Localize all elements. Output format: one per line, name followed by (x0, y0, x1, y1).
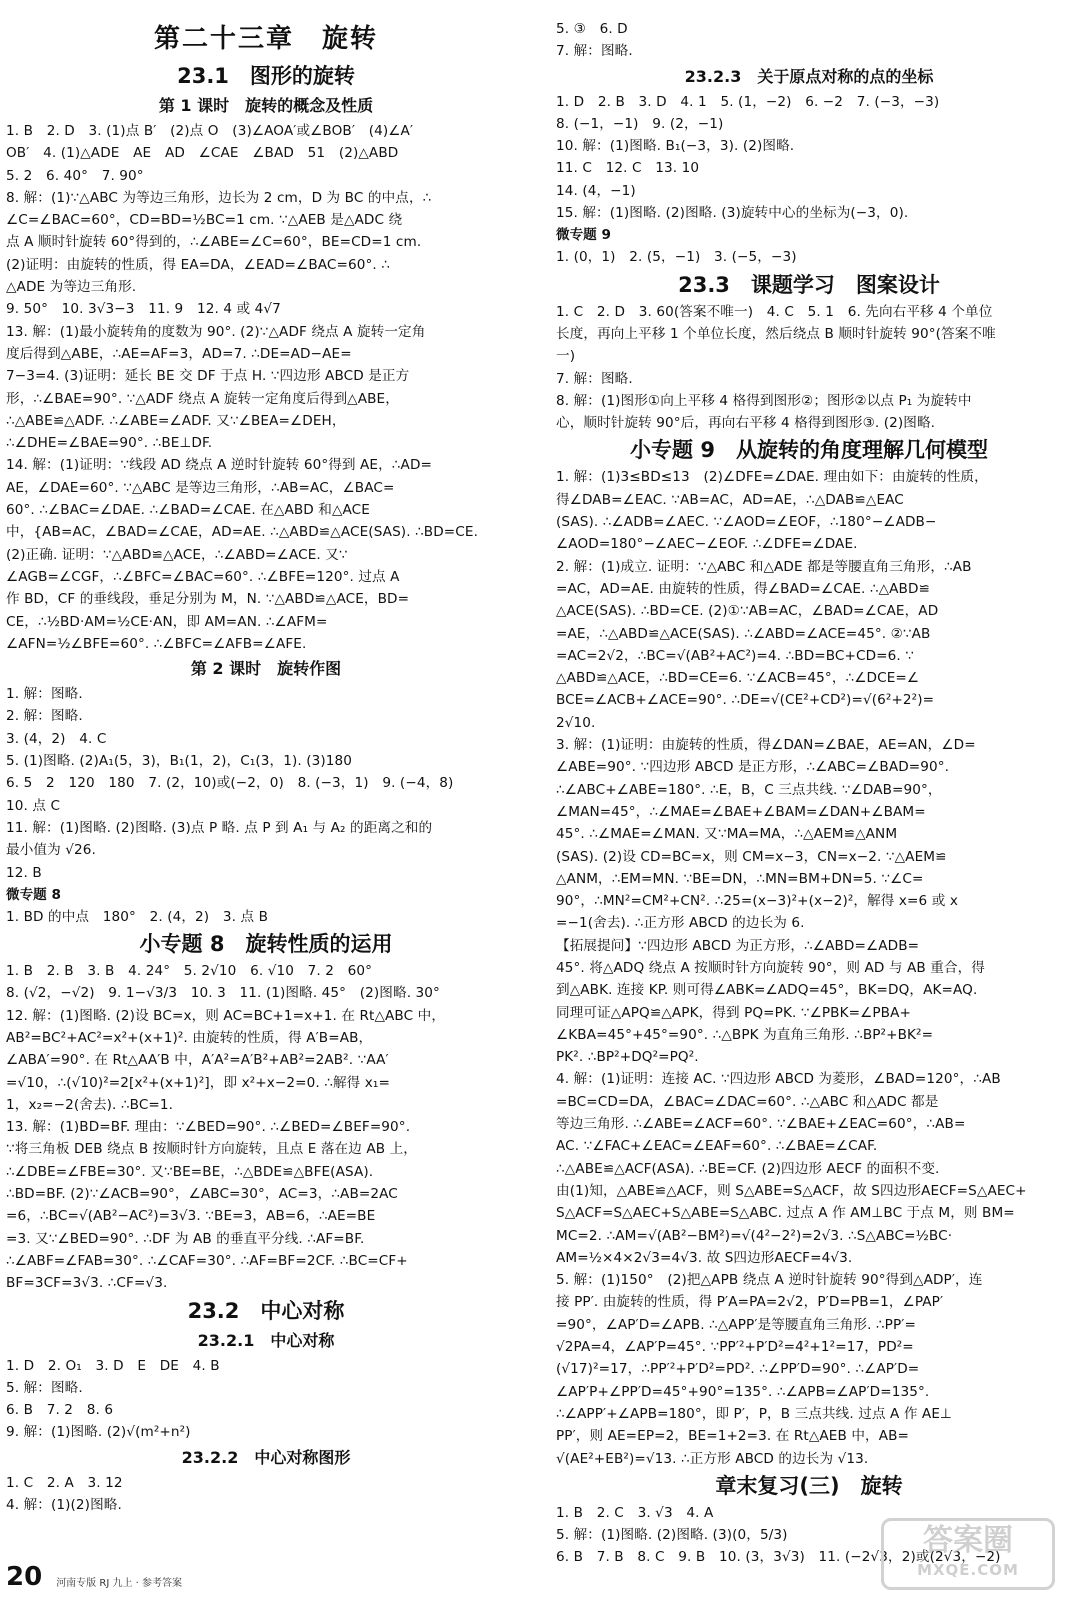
answer-line: 10. 解：(1)图略. B₁(−3，3). (2)图略. (556, 138, 795, 155)
answer-line: 8. 解：(1)图形①向上平移 4 格得到图形②；图形②以点 P₁ 为旋转中 (556, 392, 972, 409)
answer-line: =AE，∴△ABD≌△ACE(SAS). ∴∠ABD=∠ACE=45°. ②∵AB (556, 625, 931, 642)
subsection-23-2-3-title: 23.2.3 关于原点对称的点的坐标 (684, 66, 934, 86)
answer-line: ∴∠APP′+∠APB=180°，即 P′，P，B 三点共线. 过点 A 作 AE⊥ (556, 1405, 952, 1422)
left-column (6, 18, 526, 1516)
micro-topic-8-title: 微专题 8 (6, 886, 61, 903)
answer-line: 3. (4，2) 4. C (6, 730, 107, 747)
subsection-23-2-3-answers (556, 91, 1062, 225)
answer-line: 45°. ∴∠MAE=∠MAN. 又∵MA=MA，∴△AEM≌△ANM (556, 826, 898, 843)
answer-line: ∴∠ABF=∠FAB=30°. ∴∠CAF=30°. ∴AF=BF=2CF. ∴BC=CF+ (6, 1252, 408, 1269)
answer-line: ∴BD=BF. (2)∵∠ACB=90°，∠ABC=30°，AC=3，∴AB=2AC (6, 1186, 398, 1203)
answer-line: 5. 解：(1)150° (2)把△APB 绕点 A 逆时针旋转 90°得到△ADP′，连 (556, 1272, 983, 1289)
answer-line: 5. 2 6. 40° 7. 90° (6, 167, 144, 184)
answer-line: 1. B 2. B 3. B 4. 24° 5. 2√10 6. √10 7. 2 60° (6, 963, 373, 980)
subsection-23-2-1-title: 23.2.1 中心对称 (197, 1330, 335, 1350)
answer-line: =BC=CD=DA，∠BAC=∠DAC=60°. ∴△ABC 和△ADC 都是 (556, 1093, 939, 1110)
answer-line: ∠AOD=180°−∠AEC−∠EOF. ∴∠DFE=∠DAE. (556, 536, 858, 553)
answer-line: ∴△ABE≌△ADF. ∴∠ABE=∠ADF. 又∵∠BEA=∠DEH， (6, 412, 346, 429)
section-title-23-2: 23.2 中心对称 (187, 1298, 345, 1323)
answer-line: (SAS). ∴∠ADB=∠AEC. ∵∠AOD=∠EOF，∴180°−∠ADB− (556, 514, 937, 531)
answer-line: 5. ③ 6. D (556, 21, 628, 37)
right-column (556, 18, 1062, 1569)
answer-line: 5. 解：(1)图略. (2)图略. (3)(0，5/3) (556, 1527, 788, 1544)
answer-line: 11. 解：(1)图略. (2)图略. (3)点 P 略. 点 P 到 A₁ 与 A₂ 的距离之和的 (6, 819, 433, 836)
answer-line: 1. 解：图略. (6, 686, 83, 703)
answer-line: (2)正确. 证明：∵△ABD≌△ACE，∴∠ABD=∠ACE. 又∵ (6, 546, 348, 563)
section-23-3-answers (556, 301, 1062, 435)
answer-line: 6. B 7. B 8. C 9. B 10. (3，3√3) 11. (−2√3，2)或(2√3，−2) (556, 1549, 1001, 1566)
answer-line: ∠ABA′=90°. 在 Rt△AA′B 中，A′A²=A′B²+AB²=2AB². ∵AA′ (6, 1052, 389, 1069)
answer-line: ∠AGB=∠CGF，∴∠BFC=∠BAC=60°. ∴∠BFE=120°. 过点 A (6, 568, 400, 585)
answer-line: OB′ 4. (1)△ADE AE AD ∠CAE ∠BAD 51 (2)△ABD (6, 145, 399, 162)
chapter-title-text: 第二十三章 旋转 (153, 24, 378, 54)
answer-line: 2. 解：(1)成立. 证明：∵△ABC 和△ADE 都是等腰直角三角形，∴AB (556, 558, 972, 575)
answer-line: 14. (4，−1) (556, 182, 636, 199)
answer-line: 1. C 2. A 3. 12 (6, 1474, 123, 1491)
answer-line: √2PA=4，∠AP′P=45°. ∵PP′²+P′D²=4²+1²=17，PD²= (556, 1339, 914, 1356)
answer-line: 7−3=4. (3)证明：延长 BE 交 DF 于点 H. ∵四边形 ABCD 是正方 (6, 368, 410, 385)
lesson-1-answers (6, 120, 526, 655)
special-topic-8-answers (6, 960, 526, 1294)
answer-line: 1. B 2. D 3. (1)点 B′ (2)点 O (3)∠AOA′或∠BOB′ (4)∠A′ (6, 123, 414, 139)
subsection-23-2-1-answers (6, 1355, 526, 1444)
answer-line: ∠AP′P+∠PP′D=45°+90°=135°. ∴∠APB=∠AP′D=135°. (556, 1383, 930, 1400)
lesson-2-title: 第 2 课时 旋转作图 (190, 659, 342, 679)
answer-line: 一) (556, 348, 576, 365)
answer-line: 11. C 12. C 13. 10 (556, 160, 700, 177)
answer-line: BF=3CF=3√3. ∴CF=√3. (6, 1275, 168, 1292)
answer-line: 6. 5 2 120 180 7. (2，10)或(−2，0) 8. (−3，1) 9. (−4，8) (6, 775, 454, 792)
answer-line: 到△ABK. 连接 KP. 则可得∠ABK=∠ADQ=45°，BK=DQ，AK=AQ. (556, 982, 978, 999)
answer-line: 13. 解：(1)最小旋转角的度数为 90°. (2)∵△ADF 绕点 A 旋转一定角 (6, 323, 426, 340)
answer-line: AB²=BC²+AC²=x²+(x+1)². 由旋转的性质，得 A′B=AB， (6, 1029, 373, 1046)
answer-line: (SAS). (2)设 CD=BC=x，则 CM=x−3，CN=x−2. ∵△AEM≌ (556, 848, 947, 865)
answer-line: BCE=∠ACB+∠ACE=90°. ∴DE=√(CE²+CD²)=√(6²+2²)= (556, 692, 935, 709)
answer-line: ∠C=∠BAC=60°，CD=BD=½BC=1 cm. ∵△AEB 是△ADC 绕 (6, 212, 403, 229)
answer-line: AC. ∵∠FAC+∠EAC=∠EAF=60°. ∴∠BAE=∠CAF. (556, 1138, 878, 1155)
answer-line: 4. 解：(1)(2)图略. (6, 1497, 122, 1514)
answer-line: 等边三角形. ∴∠ABE=∠ACF=60°. ∵∠BAE+∠EAC=60°，∴AB= (556, 1116, 966, 1133)
answer-line: 8. (−1，−1) 9. (2，−1) (556, 115, 724, 132)
answer-line: ∴∠ABC+∠ABE=180°. ∴E，B，C 三点共线. ∵∠DAB=90°， (556, 781, 942, 798)
answer-line: =90°，∠AP′D=∠APB. ∴△APP′是等腰直角三角形. ∴PP′= (556, 1316, 916, 1333)
answer-line: 9. 解：(1)图略. (2)√(m²+n²) (6, 1424, 191, 1441)
page-footer (6, 1562, 182, 1592)
answer-line: =3. 又∵∠BED=90°. ∴DF 为 AB 的垂直平分线. ∴AF=BF. (6, 1230, 365, 1247)
answer-line: 1. 解：(1)3≤BD≤13 (2)∠DFE=∠DAE. 理由如下：由旋转的性质， (556, 469, 988, 486)
answer-line: 13. 解：(1)BD=BF. 理由：∵∠BED=90°. ∴∠BED=∠BEF=90°. (6, 1119, 411, 1136)
answer-line: AE，∠DAE=60°. ∵△ABC 是等边三角形，∴AB=AC，∠BAC= (6, 479, 395, 496)
answer-line: 7. 解：图略. (556, 43, 633, 60)
answer-line: MC=2. ∴AM=√(AB²−BM²)=√(4²−2²)=2√3. ∴S△ABC=½BC· (556, 1227, 953, 1244)
answer-line: ∠KBA=45°+45°=90°. ∴△BPK 为直角三角形. ∴BP²+BK²= (556, 1026, 934, 1043)
section-title-23-1 (6, 60, 526, 92)
special-topic-9-title: 小专题 9 从旋转的角度理解几何模型 (630, 438, 988, 463)
watermark-url: MXQE.COM (917, 1561, 1019, 1579)
answer-line: ∠ABE=90°. ∵四边形 ABCD 是正方形，∴∠ABC=∠BAD=90°. (556, 759, 950, 776)
answer-line: =√10，∴(√10)²=2[x²+(x+1)²]，即 x²+x−2=0. ∴解得 x₁= (6, 1074, 390, 1091)
footer-text: 河南专版 RJ 九上 · 参考答案 (56, 1578, 182, 1589)
answer-line: △ACE(SAS). ∴BD=CE. (2)①∵AB=AC，∠BAD=∠CAE，AD (556, 603, 939, 620)
answer-line: 同理可证△APQ≌△APK，得到 PQ=PK. ∵∠PBK=∠PBA+ (556, 1004, 911, 1021)
answer-line: 8. 解：(1)∵△ABC 为等边三角形，边长为 2 cm，D 为 BC 的中点，∴ (6, 189, 432, 206)
answer-line: ∴∠DHE=∠BAE=90°. ∴BE⊥DF. (6, 435, 213, 452)
answer-line: 60°. ∴∠BAC=∠DAE. ∴∠BAD=∠CAE. 在△ABD 和△ACE (6, 502, 370, 519)
answer-line: 点 A 顺时针旋转 60°得到的，∴∠ABE=∠C=60°，BE=CD=1 cm. (6, 234, 422, 251)
lesson-1-title: 第 1 课时 旋转的概念及性质 (158, 96, 374, 115)
micro-topic-9-title: 微专题 9 (556, 227, 611, 244)
answer-line: S△ACF=S△AEC+S△ABE=S△ABC. 过点 A 作 AM⊥BC 于点 M，则 BM= (556, 1205, 1015, 1222)
answer-line: △ABD≌△ACE，∴BD=CE=6. ∵∠ACB=45°，∴∠DCE=∠ (556, 670, 920, 687)
answer-line: 1. D 2. B 3. D 4. 1 5. (1，−2) 6. −2 7. (−3，−3) (556, 93, 940, 110)
answer-line: √(AE²+EB²)=√13. ∴正方形 ABCD 的边长为 √13. (556, 1450, 869, 1467)
answer-line: 作 BD，CF 的垂线段，垂足分别为 M，N. ∵△ABD≌△ACE，BD= (6, 591, 410, 608)
answer-line: 心，顺时针旋转 90°后，再向右平移 4 格得到图形③. (2)图略. (556, 415, 936, 432)
subsection-23-2-2-title: 23.2.2 中心对称图形 (181, 1447, 351, 1467)
answer-line: 10. 点 C (6, 797, 61, 814)
answer-line: 12. B (6, 864, 42, 881)
answer-line: 8. (√2，−√2) 9. 1−√3/3 10. 3 11. (1)图略. 45° (2)图略. 30° (6, 985, 440, 1002)
special-topic-9-answers (556, 466, 1062, 1469)
answer-line: (2)证明：由旋转的性质，得 EA=DA，∠EAD=∠BAC=60°. ∴ (6, 256, 390, 273)
answer-line: 45°. 将△ADQ 绕点 A 按顺时针方向旋转 90°，则 AD 与 AB 重合，得 (556, 959, 985, 976)
answer-line: 15. 解：(1)图略. (2)图略. (3)旋转中心的坐标为(−3，0). (556, 205, 909, 222)
chapter-title (6, 18, 526, 60)
answer-line: ∴∠DBE=∠FBE=30°. 又∵BE=BE，∴△BDE≌△BFE(ASA). (6, 1163, 374, 1180)
subsection-23-2-2-answers (6, 1472, 526, 1517)
answer-line: ∴△ABE≌△ACF(ASA). ∴BE=CF. (2)四边形 AECF 的面积不变. (556, 1160, 940, 1177)
answer-line: 7. 解：图略. (556, 370, 633, 387)
answer-line: ∵将三角板 DEB 绕点 B 按顺时针方向旋转，且点 E 落在边 AB 上， (6, 1141, 417, 1158)
answer-line: 2√10. (556, 714, 596, 731)
answer-line: 1. C 2. D 3. 60(答案不唯一) 4. C 5. 1 6. 先向右平移 4 个单位 (556, 303, 993, 320)
answer-line: =AC=2√2，∴BC=√(AB²+AC²)=4. ∴BD=BC+CD=6. ∵ (556, 647, 915, 664)
answer-line: ∠MAN=45°，∴∠MAE=∠BAE+∠BAM=∠DAN+∠BAM= (556, 803, 926, 820)
answer-line: 度后得到△ABE，∴AE=AF=3，AD=7. ∴DE=AD−AE= (6, 345, 352, 362)
answer-line: 形，∴∠BAE=90°. ∵△ADF 绕点 A 旋转一定角度后得到△ABE， (6, 390, 399, 407)
answer-line: =−1(舍去). ∴正方形 ABCD 的边长为 6. (556, 915, 805, 932)
lesson-2-answers (6, 683, 526, 884)
answer-line: △ADE 为等边三角形. (6, 279, 137, 296)
special-topic-8-title: 小专题 8 旋转性质的运用 (139, 932, 393, 957)
answer-line: 6. B 7. 2 8. 6 (6, 1402, 114, 1419)
answer-line: 长度，再向上平移 1 个单位长度，然后绕点 B 顺时针旋转 90°(答案不唯 (556, 325, 996, 342)
answer-line: 5. 解：图略. (6, 1379, 83, 1396)
answer-line: 1. D 2. O₁ 3. D E DE 4. B (6, 1357, 220, 1374)
answer-line: CE，∴½BD·AM=½CE·AN，即 AM=AN. ∴∠AFM= (6, 613, 328, 630)
section-title-text: 23.1 图形的旋转 (177, 64, 355, 88)
answer-line: =AC，AD=AE. 由旋转的性质，得∠BAD=∠CAE. ∴△ABD≌ (556, 580, 931, 597)
answer-line: ∠AFN=½∠BFE=60°. ∴∠BFC=∠AFB=∠AFE. (6, 635, 307, 652)
micro-topic-8-answers: 1. BD 的中点 180° 2. (4，2) 3. 点 B (6, 908, 269, 925)
answer-line: 接 PP′. 由旋转的性质，得 P′A=PA=2√2，P′D=PB=1，∠PAP′ (556, 1294, 944, 1311)
answer-line: PP′，则 AE=EP=2，BE=1+2=3. 在 Rt△AEB 中，AB= (556, 1428, 910, 1445)
answer-line: 90°，∴MN²=CM²+CN². ∴25=(x−3)²+(x−2)²，解得 x=6 或 x (556, 893, 958, 910)
section-title-23-3: 23.3 课题学习 图案设计 (678, 272, 940, 297)
page-number: 20 (6, 1562, 43, 1592)
answer-line: 由(1)知，△ABE≌△ACF，则 S△ABE=S△ACF，故 S四边形AECF=S△AEC+ (556, 1182, 1027, 1199)
answer-line: PK². ∴BP²+DQ²=PQ². (556, 1049, 699, 1066)
answer-line: 1. B 2. C 3. √3 4. A (556, 1504, 714, 1521)
answer-line: 1，x₂=−2(舍去). ∴BC=1. (6, 1096, 174, 1113)
answer-line: 4. 解：(1)证明：连接 AC. ∵四边形 ABCD 为菱形，∠BAD=120°，∴AB (556, 1071, 1001, 1088)
watermark-logo (881, 1518, 1055, 1590)
answer-line: 中，{AB=AC，∠BAD=∠CAE，AD=AE. ∴△ABD≌△ACE(SAS). ∴BD=CE. (6, 524, 478, 541)
answer-line: 9. 50° 10. 3√3−3 11. 9 12. 4 或 4√7 (6, 301, 281, 318)
answer-line: (√17)²=17，∴PP′²+P′D²=PD². ∴∠PP′D=90°. ∴∠AP′D= (556, 1361, 920, 1378)
answer-line: AM=½×4×2√3=4√3. 故 S四边形AECF=4√3. (556, 1249, 853, 1266)
continued-answers (556, 18, 1062, 63)
watermark-text: 答案圈 (923, 1523, 1013, 1558)
answer-line: 5. (1)图略. (2)A₁(5，3)，B₁(1，2)，C₁(3，1). (3)180 (6, 753, 353, 770)
answer-line: 14. 解：(1)证明：∵线段 AD 绕点 A 逆时针旋转 60°得到 AE，∴AD= (6, 457, 433, 474)
chapter-review-title: 章末复习(三) 旋转 (715, 1473, 903, 1498)
answer-line: △ANM，∴EM=MN. ∵BE=DN，∴MN=BM+DN=5. ∵∠C= (556, 870, 924, 887)
answer-line: 【拓展提问】∵四边形 ABCD 为正方形，∴∠ABD=∠ADB= (556, 937, 920, 954)
answer-line: 12. 解：(1)图略. (2)设 BC=x，则 AC=BC+1=x+1. 在 Rt△ABC 中， (6, 1007, 446, 1024)
answer-line: =6，∴BC=√(AB²−AC²)=3√3. ∵BE=3，AB=6，∴AE=BE (6, 1208, 376, 1225)
micro-topic-9-answers: 1. (0，1) 2. (5，−1) 3. (−5，−3) (556, 249, 797, 266)
answer-line: 2. 解：图略. (6, 708, 83, 725)
answer-line: 3. 解：(1)证明：由旋转的性质，得∠DAN=∠BAE，AE=AN，∠D= (556, 737, 976, 754)
answer-line: 得∠DAB=∠EAC. ∵AB=AC，AD=AE，∴△DAB≌△EAC (556, 491, 904, 508)
answer-line: 最小值为 √26. (6, 842, 96, 859)
